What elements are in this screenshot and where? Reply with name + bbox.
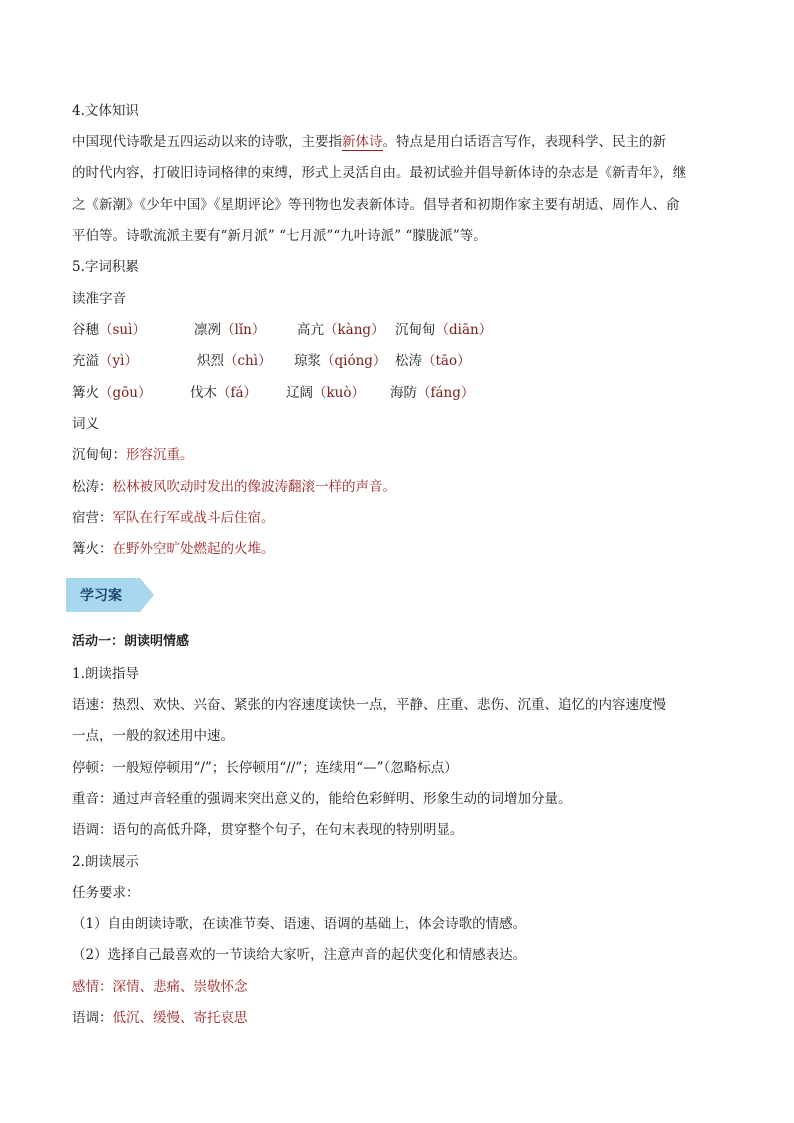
word-item [194,320,265,340]
tone-summary-value: 低沉、缓慢、寄托哀思 [112,1010,248,1026]
word-item [197,351,272,371]
meaning-definition: 形容沉重。 [126,447,194,463]
pronunciation-row [72,351,722,371]
subsection-reading-show: 2.朗读展示 [72,854,139,870]
banner-label: 学习案 [80,588,122,604]
pinyin: （lǐn） [221,322,266,338]
word: 伐木 [190,385,217,401]
word-item [72,383,151,403]
word-item [286,383,365,403]
pause-line: 停顿：一般短停顿用“/”；长停顿用“//”；连续用“—”（忽略标点） [72,760,458,776]
culture-paragraph-line-4: 平伯等。诗歌流派主要有“新月派” “七月派”“九叶诗派” “朦胧派”等。 [72,228,487,244]
tone-summary-line [72,1008,248,1028]
section-heading-culture: 4.文体知识 [72,103,139,119]
key-term-new-poetry: 新体诗 [342,134,383,150]
word: 沉甸甸 [395,322,436,338]
subsection-reading-guide: 1.朗读指导 [72,666,139,682]
activity-title: 活动一：朗读明情感 [72,634,190,649]
pinyin: （qióng） [321,353,387,369]
tone-summary-label: 语调： [72,1010,113,1026]
word-item [294,351,386,371]
meaning-item [72,445,194,465]
culture-text: 中国现代诗歌是五四运动以来的诗歌，主要指 [72,134,342,150]
meaning-term: 宿营： [72,510,113,526]
tone-line: 语调：语句的高低升降，贯穿整个句子，在句末表现的特别明显。 [72,822,464,838]
word-item [72,351,138,371]
speed-line-2: 一点，一般的叙述用中速。 [72,728,234,744]
pinyin: （yì） [99,353,138,369]
pinyin: （kàng） [324,322,385,338]
culture-paragraph-line-1 [72,132,724,152]
word-item [390,383,474,403]
task-item-1: （1）自由朗读诗歌，在读准节奏、语速、语调的基础上，体会诗歌的情感。 [72,916,527,932]
meaning-term: 沉甸甸： [72,447,126,463]
word: 谷穗 [72,322,99,338]
pinyin: （suì） [99,322,146,338]
culture-paragraph-line-2: 的时代内容，打破旧诗词格律的束缚，形式上灵活自由。最初试验并倡导新体诗的杂志是《新青年》，继 [72,165,687,181]
pinyin: （fáng） [417,385,475,401]
speed-line-1: 语速：热烈、欢快、兴奋、紧张的内容速度读快一点，平静、庄重、悲伤、沉重、追忆的内容速度慢 [72,697,666,713]
pinyin: （gōu） [99,385,152,401]
word: 凛冽 [194,322,221,338]
section-heading-words: 5.字词积累 [72,259,139,275]
word: 琼浆 [294,353,321,369]
meaning-item [72,508,275,528]
word: 海防 [390,385,417,401]
emotion-label: 感情： [72,979,113,995]
meaning-item [72,477,396,497]
word-item [297,320,385,340]
meaning-definition: 军队在行军或战斗后住宿。 [112,510,275,526]
word: 辽阔 [286,385,313,401]
pinyin: （diān） [435,322,493,338]
word: 高亢 [297,322,324,338]
pinyin: （fá） [217,385,258,401]
pronunciation-heading: 读准字音 [72,291,126,307]
emotion-value: 深情、悲痛、崇敬怀念 [112,979,248,995]
meaning-term: 篝火： [72,541,113,557]
meaning-term: 松涛： [72,479,113,495]
pinyin: （chì） [224,353,272,369]
word-item [395,351,471,371]
word-item [190,383,257,403]
task-heading: 任务要求： [72,885,140,901]
meaning-heading: 词义 [72,416,99,432]
pinyin: （tāo） [422,353,471,369]
word: 松涛 [395,353,422,369]
stress-line: 重音：通过声音轻重的强调来突出意义的，能给色彩鲜明、形象生动的词增加分量。 [72,791,572,807]
word-item [72,320,146,340]
pronunciation-row [72,383,722,403]
section-banner [66,578,156,612]
meaning-item [72,539,275,559]
word: 炽烈 [197,353,224,369]
pronunciation-row [72,320,722,340]
word-item [395,320,492,340]
culture-text: 。特点是用白话语言写作，表现科学、民主的新 [382,134,666,150]
word: 篝火 [72,385,99,401]
pinyin: （kuò） [313,385,366,401]
word: 充溢 [72,353,99,369]
meaning-definition: 在野外空旷处燃起的火堆。 [112,541,275,557]
emotion-line [72,977,248,997]
task-item-2: （2）选择自己最喜欢的一节读给大家听，注意声音的起伏变化和情感表达。 [72,947,527,963]
meaning-definition: 松林被风吹动时发出的像波涛翻滚一样的声音。 [112,479,396,495]
culture-paragraph-line-3: 之《新潮》《少年中国》《星期评论》等刊物也发表新体诗。倡导者和初期作家主要有胡适、周作人、俞 [72,197,680,213]
